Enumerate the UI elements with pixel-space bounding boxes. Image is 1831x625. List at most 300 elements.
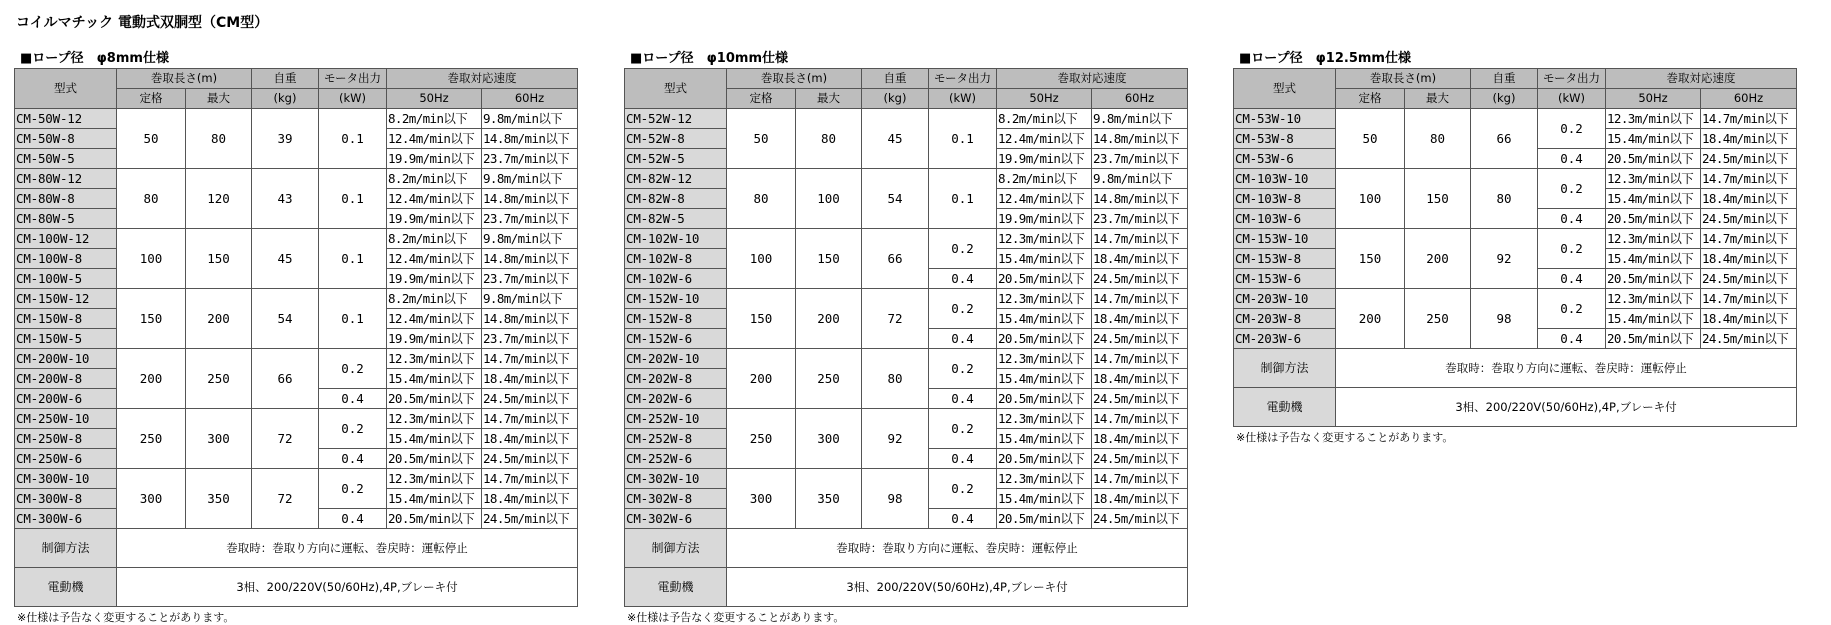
header-motor-unit: (kW): [929, 89, 997, 109]
model-cell: CM-300W-10: [15, 469, 117, 489]
header-weight: 自重: [862, 69, 929, 89]
rated-length-cell: 100: [117, 229, 186, 289]
max-length-cell: 200: [796, 289, 862, 349]
speed-50hz-cell: 12.4m/min以下: [387, 249, 482, 269]
speed-60hz-cell: 14.8m/min以下: [482, 129, 578, 149]
max-length-cell: 100: [796, 169, 862, 229]
model-cell: CM-102W-8: [625, 249, 727, 269]
max-length-cell: 80: [796, 109, 862, 169]
rated-length-cell: 50: [727, 109, 796, 169]
rated-length-cell: 80: [727, 169, 796, 229]
motor-output-cell: 0.4: [1538, 149, 1606, 169]
max-length-cell: 350: [796, 469, 862, 529]
motor-output-cell: 0.4: [1538, 209, 1606, 229]
weight-cell: 72: [252, 469, 319, 529]
model-cell: CM-250W-8: [15, 429, 117, 449]
model-cell: CM-153W-8: [1234, 249, 1336, 269]
header-motor-unit: (kW): [1538, 89, 1606, 109]
speed-60hz-cell: 23.7m/min以下: [482, 329, 578, 349]
motor-output-cell: 0.4: [1538, 329, 1606, 349]
electric-motor-value: 3相、200/220V(50/60Hz),4P,ブレーキ付: [727, 568, 1188, 607]
model-cell: CM-53W-8: [1234, 129, 1336, 149]
table-row: [625, 469, 1188, 489]
control-method-label: 制御方法: [15, 529, 117, 568]
speed-50hz-cell: 20.5m/min以下: [997, 509, 1092, 529]
speed-50hz-cell: 12.3m/min以下: [1606, 109, 1701, 129]
max-length-cell: 150: [1405, 169, 1471, 229]
model-cell: CM-152W-8: [625, 309, 727, 329]
table-row: [15, 229, 578, 249]
motor-output-cell: 0.1: [319, 289, 387, 349]
header-max: 最大: [186, 89, 252, 109]
model-cell: CM-102W-10: [625, 229, 727, 249]
model-cell: CM-250W-10: [15, 409, 117, 429]
speed-60hz-cell: 14.7m/min以下: [1701, 229, 1797, 249]
table-title: ■ロープ径 φ12.5mm仕様: [1239, 51, 1411, 66]
speed-60hz-cell: 18.4m/min以下: [482, 429, 578, 449]
max-length-cell: 200: [1405, 229, 1471, 289]
model-cell: CM-152W-6: [625, 329, 727, 349]
speed-50hz-cell: 8.2m/min以下: [997, 169, 1092, 189]
speed-60hz-cell: 14.7m/min以下: [1092, 229, 1188, 249]
table-row: [15, 349, 578, 369]
electric-motor-label: 電動機: [1234, 388, 1336, 427]
speed-60hz-cell: 18.4m/min以下: [482, 489, 578, 509]
motor-output-cell: 0.4: [929, 329, 997, 349]
speed-50hz-cell: 15.4m/min以下: [997, 249, 1092, 269]
speed-60hz-cell: 24.5m/min以下: [1701, 329, 1797, 349]
model-cell: CM-153W-6: [1234, 269, 1336, 289]
motor-output-cell: 0.2: [929, 349, 997, 389]
rated-length-cell: 250: [117, 409, 186, 469]
rated-length-cell: 150: [1336, 229, 1405, 289]
max-length-cell: 80: [1405, 109, 1471, 169]
spec-table: [624, 68, 1188, 607]
spec-note: ※仕様は予告なく変更することがあります。: [17, 611, 235, 624]
model-cell: CM-302W-8: [625, 489, 727, 509]
speed-50hz-cell: 8.2m/min以下: [997, 109, 1092, 129]
model-cell: CM-300W-8: [15, 489, 117, 509]
page-title: コイルマチック 電動式双胴型（CM型）: [16, 15, 269, 31]
motor-output-cell: 0.2: [1538, 289, 1606, 329]
electric-motor-row: [625, 568, 1188, 607]
speed-60hz-cell: 24.5m/min以下: [1701, 149, 1797, 169]
speed-50hz-cell: 12.3m/min以下: [387, 469, 482, 489]
rated-length-cell: 200: [117, 349, 186, 409]
max-length-cell: 150: [186, 229, 252, 289]
model-cell: CM-202W-10: [625, 349, 727, 369]
motor-output-cell: 0.2: [319, 469, 387, 509]
control-method-label: 制御方法: [1234, 349, 1336, 388]
spec-table: [14, 68, 578, 607]
motor-output-cell: 0.1: [319, 169, 387, 229]
weight-cell: 72: [252, 409, 319, 469]
model-cell: CM-302W-6: [625, 509, 727, 529]
header-max: 最大: [796, 89, 862, 109]
model-cell: CM-82W-8: [625, 189, 727, 209]
speed-50hz-cell: 20.5m/min以下: [387, 389, 482, 409]
speed-50hz-cell: 20.5m/min以下: [1606, 269, 1701, 289]
rated-length-cell: 150: [727, 289, 796, 349]
table-row: [15, 409, 578, 429]
speed-60hz-cell: 18.4m/min以下: [1092, 369, 1188, 389]
table-row: [1234, 169, 1797, 189]
table-row: [15, 169, 578, 189]
motor-output-cell: 0.1: [319, 229, 387, 289]
weight-cell: 80: [862, 349, 929, 409]
speed-50hz-cell: 19.9m/min以下: [997, 209, 1092, 229]
speed-60hz-cell: 23.7m/min以下: [482, 269, 578, 289]
weight-cell: 45: [862, 109, 929, 169]
header-60hz: 60Hz: [482, 89, 578, 109]
rated-length-cell: 100: [1336, 169, 1405, 229]
speed-60hz-cell: 18.4m/min以下: [482, 369, 578, 389]
header-speed: 巻取対応速度: [387, 69, 578, 89]
speed-60hz-cell: 14.7m/min以下: [482, 469, 578, 489]
motor-output-cell: 0.4: [929, 389, 997, 409]
control-method-value: 巻取時：巻取り方向に運転、巻戻時：運転停止: [117, 529, 578, 568]
speed-60hz-cell: 24.5m/min以下: [482, 389, 578, 409]
header-weight: 自重: [1471, 69, 1538, 89]
motor-output-cell: 0.1: [929, 109, 997, 169]
rated-length-cell: 250: [727, 409, 796, 469]
speed-60hz-cell: 14.7m/min以下: [1701, 289, 1797, 309]
model-cell: CM-102W-6: [625, 269, 727, 289]
model-cell: CM-250W-6: [15, 449, 117, 469]
speed-60hz-cell: 18.4m/min以下: [1701, 129, 1797, 149]
header-model: 型式: [625, 69, 727, 109]
speed-50hz-cell: 20.5m/min以下: [997, 269, 1092, 289]
header-60hz: 60Hz: [1092, 89, 1188, 109]
rated-length-cell: 200: [1336, 289, 1405, 349]
motor-output-cell: 0.1: [929, 169, 997, 229]
header-motor-unit: (kW): [319, 89, 387, 109]
speed-60hz-cell: 18.4m/min以下: [1701, 189, 1797, 209]
table-row: [1234, 229, 1797, 249]
speed-60hz-cell: 14.7m/min以下: [1092, 289, 1188, 309]
spec-block-12_5mm: [1233, 50, 1797, 445]
speed-50hz-cell: 8.2m/min以下: [387, 169, 482, 189]
weight-cell: 39: [252, 109, 319, 169]
weight-cell: 80: [1471, 169, 1538, 229]
table-row: [625, 109, 1188, 129]
speed-60hz-cell: 24.5m/min以下: [1092, 269, 1188, 289]
model-cell: CM-150W-12: [15, 289, 117, 309]
model-cell: CM-53W-6: [1234, 149, 1336, 169]
motor-output-cell: 0.4: [929, 449, 997, 469]
control-method-row: [625, 529, 1188, 568]
max-length-cell: 250: [186, 349, 252, 409]
max-length-cell: 350: [186, 469, 252, 529]
motor-output-cell: 0.2: [1538, 229, 1606, 269]
header-motor: モータ出力: [319, 69, 387, 89]
speed-50hz-cell: 12.3m/min以下: [997, 409, 1092, 429]
header-weight-unit: (kg): [1471, 89, 1538, 109]
header-speed: 巻取対応速度: [997, 69, 1188, 89]
speed-60hz-cell: 24.5m/min以下: [1092, 389, 1188, 409]
spec-block-10mm: [624, 50, 1188, 625]
speed-60hz-cell: 14.8m/min以下: [482, 189, 578, 209]
spec-block-8mm: [14, 50, 578, 625]
header-model: 型式: [15, 69, 117, 109]
weight-cell: 66: [252, 349, 319, 409]
rated-length-cell: 300: [117, 469, 186, 529]
speed-60hz-cell: 9.8m/min以下: [482, 109, 578, 129]
speed-60hz-cell: 14.8m/min以下: [482, 309, 578, 329]
spec-table: [1233, 68, 1797, 427]
motor-output-cell: 0.2: [319, 349, 387, 389]
motor-output-cell: 0.4: [929, 509, 997, 529]
motor-output-cell: 0.4: [319, 389, 387, 409]
speed-50hz-cell: 8.2m/min以下: [387, 109, 482, 129]
weight-cell: 92: [1471, 229, 1538, 289]
model-cell: CM-100W-8: [15, 249, 117, 269]
speed-50hz-cell: 12.3m/min以下: [997, 469, 1092, 489]
model-cell: CM-80W-8: [15, 189, 117, 209]
speed-50hz-cell: 12.3m/min以下: [997, 349, 1092, 369]
control-method-label: 制御方法: [625, 529, 727, 568]
header-motor: モータ出力: [1538, 69, 1606, 89]
speed-50hz-cell: 19.9m/min以下: [387, 329, 482, 349]
max-length-cell: 250: [1405, 289, 1471, 349]
max-length-cell: 250: [796, 349, 862, 409]
speed-60hz-cell: 23.7m/min以下: [1092, 209, 1188, 229]
rated-length-cell: 50: [1336, 109, 1405, 169]
speed-50hz-cell: 12.4m/min以下: [997, 189, 1092, 209]
speed-60hz-cell: 23.7m/min以下: [482, 209, 578, 229]
model-cell: CM-103W-10: [1234, 169, 1336, 189]
electric-motor-row: [1234, 388, 1797, 427]
speed-60hz-cell: 14.7m/min以下: [1701, 109, 1797, 129]
motor-output-cell: 0.4: [929, 269, 997, 289]
control-method-value: 巻取時：巻取り方向に運転、巻戻時：運転停止: [727, 529, 1188, 568]
control-method-row: [1234, 349, 1797, 388]
rated-length-cell: 200: [727, 349, 796, 409]
model-cell: CM-103W-8: [1234, 189, 1336, 209]
motor-output-cell: 0.2: [1538, 109, 1606, 149]
speed-60hz-cell: 18.4m/min以下: [1092, 249, 1188, 269]
header-max: 最大: [1405, 89, 1471, 109]
model-cell: CM-150W-5: [15, 329, 117, 349]
motor-output-cell: 0.1: [319, 109, 387, 169]
speed-50hz-cell: 20.5m/min以下: [387, 509, 482, 529]
speed-60hz-cell: 23.7m/min以下: [482, 149, 578, 169]
table-row: [1234, 109, 1797, 129]
speed-60hz-cell: 14.7m/min以下: [1092, 349, 1188, 369]
speed-50hz-cell: 12.3m/min以下: [1606, 169, 1701, 189]
weight-cell: 66: [1471, 109, 1538, 169]
table-title: ■ロープ径 φ8mm仕様: [20, 51, 169, 66]
speed-60hz-cell: 23.7m/min以下: [1092, 149, 1188, 169]
table-row: [625, 229, 1188, 249]
speed-60hz-cell: 14.8m/min以下: [1092, 189, 1188, 209]
header-speed: 巻取対応速度: [1606, 69, 1797, 89]
model-cell: CM-100W-5: [15, 269, 117, 289]
motor-output-cell: 0.2: [319, 409, 387, 449]
header-weight-unit: (kg): [252, 89, 319, 109]
header-50hz: 50Hz: [1606, 89, 1701, 109]
speed-60hz-cell: 18.4m/min以下: [1092, 309, 1188, 329]
model-cell: CM-82W-5: [625, 209, 727, 229]
control-method-row: [15, 529, 578, 568]
speed-60hz-cell: 24.5m/min以下: [1092, 329, 1188, 349]
speed-50hz-cell: 19.9m/min以下: [387, 209, 482, 229]
weight-cell: 98: [1471, 289, 1538, 349]
model-cell: CM-52W-12: [625, 109, 727, 129]
speed-50hz-cell: 12.3m/min以下: [387, 409, 482, 429]
speed-60hz-cell: 24.5m/min以下: [1701, 269, 1797, 289]
model-cell: CM-153W-10: [1234, 229, 1336, 249]
motor-output-cell: 0.2: [929, 409, 997, 449]
rated-length-cell: 300: [727, 469, 796, 529]
speed-50hz-cell: 12.4m/min以下: [387, 309, 482, 329]
motor-output-cell: 0.4: [319, 509, 387, 529]
table-row: [15, 109, 578, 129]
rated-length-cell: 80: [117, 169, 186, 229]
speed-60hz-cell: 24.5m/min以下: [482, 449, 578, 469]
speed-50hz-cell: 15.4m/min以下: [387, 369, 482, 389]
header-60hz: 60Hz: [1701, 89, 1797, 109]
motor-output-cell: 0.2: [929, 469, 997, 509]
table-row: [625, 349, 1188, 369]
model-cell: CM-82W-12: [625, 169, 727, 189]
speed-50hz-cell: 20.5m/min以下: [1606, 149, 1701, 169]
speed-60hz-cell: 14.7m/min以下: [1092, 469, 1188, 489]
model-cell: CM-52W-5: [625, 149, 727, 169]
model-cell: CM-200W-8: [15, 369, 117, 389]
speed-50hz-cell: 15.4m/min以下: [387, 489, 482, 509]
electric-motor-label: 電動機: [625, 568, 727, 607]
speed-60hz-cell: 14.7m/min以下: [482, 409, 578, 429]
header-rated: 定格: [117, 89, 186, 109]
model-cell: CM-203W-8: [1234, 309, 1336, 329]
rated-length-cell: 100: [727, 229, 796, 289]
speed-50hz-cell: 8.2m/min以下: [387, 229, 482, 249]
table-row: [625, 169, 1188, 189]
speed-60hz-cell: 24.5m/min以下: [1701, 209, 1797, 229]
speed-50hz-cell: 15.4m/min以下: [1606, 249, 1701, 269]
model-cell: CM-202W-6: [625, 389, 727, 409]
weight-cell: 92: [862, 409, 929, 469]
spec-note: ※仕様は予告なく変更することがあります。: [627, 611, 845, 624]
weight-cell: 98: [862, 469, 929, 529]
weight-cell: 72: [862, 289, 929, 349]
speed-60hz-cell: 18.4m/min以下: [1701, 249, 1797, 269]
header-rated: 定格: [1336, 89, 1405, 109]
speed-60hz-cell: 18.4m/min以下: [1701, 309, 1797, 329]
speed-50hz-cell: 19.9m/min以下: [997, 149, 1092, 169]
speed-50hz-cell: 12.4m/min以下: [387, 129, 482, 149]
model-cell: CM-200W-6: [15, 389, 117, 409]
motor-output-cell: 0.4: [319, 449, 387, 469]
max-length-cell: 200: [186, 289, 252, 349]
speed-50hz-cell: 15.4m/min以下: [997, 489, 1092, 509]
max-length-cell: 80: [186, 109, 252, 169]
header-50hz: 50Hz: [387, 89, 482, 109]
header-model: 型式: [1234, 69, 1336, 109]
spec-note: ※仕様は予告なく変更することがあります。: [1236, 431, 1454, 444]
speed-60hz-cell: 14.7m/min以下: [1701, 169, 1797, 189]
header-weight-unit: (kg): [862, 89, 929, 109]
header-rated: 定格: [727, 89, 796, 109]
speed-50hz-cell: 19.9m/min以下: [387, 269, 482, 289]
max-length-cell: 120: [186, 169, 252, 229]
weight-cell: 45: [252, 229, 319, 289]
speed-50hz-cell: 12.3m/min以下: [387, 349, 482, 369]
speed-50hz-cell: 12.4m/min以下: [387, 189, 482, 209]
model-cell: CM-300W-6: [15, 509, 117, 529]
speed-50hz-cell: 20.5m/min以下: [387, 449, 482, 469]
speed-50hz-cell: 20.5m/min以下: [997, 329, 1092, 349]
model-cell: CM-252W-10: [625, 409, 727, 429]
speed-60hz-cell: 24.5m/min以下: [1092, 509, 1188, 529]
speed-50hz-cell: 15.4m/min以下: [1606, 189, 1701, 209]
model-cell: CM-203W-6: [1234, 329, 1336, 349]
speed-60hz-cell: 14.8m/min以下: [482, 249, 578, 269]
speed-50hz-cell: 12.3m/min以下: [997, 289, 1092, 309]
model-cell: CM-203W-10: [1234, 289, 1336, 309]
speed-50hz-cell: 15.4m/min以下: [1606, 129, 1701, 149]
speed-50hz-cell: 15.4m/min以下: [997, 309, 1092, 329]
electric-motor-label: 電動機: [15, 568, 117, 607]
weight-cell: 43: [252, 169, 319, 229]
max-length-cell: 300: [186, 409, 252, 469]
weight-cell: 54: [252, 289, 319, 349]
speed-60hz-cell: 24.5m/min以下: [482, 509, 578, 529]
model-cell: CM-80W-5: [15, 209, 117, 229]
speed-60hz-cell: 18.4m/min以下: [1092, 489, 1188, 509]
speed-50hz-cell: 8.2m/min以下: [387, 289, 482, 309]
table-row: [1234, 289, 1797, 309]
table-row: [625, 409, 1188, 429]
speed-60hz-cell: 24.5m/min以下: [1092, 449, 1188, 469]
speed-50hz-cell: 12.3m/min以下: [1606, 229, 1701, 249]
speed-50hz-cell: 20.5m/min以下: [1606, 329, 1701, 349]
model-cell: CM-103W-6: [1234, 209, 1336, 229]
weight-cell: 66: [862, 229, 929, 289]
speed-50hz-cell: 15.4m/min以下: [997, 429, 1092, 449]
model-cell: CM-252W-6: [625, 449, 727, 469]
model-cell: CM-50W-5: [15, 149, 117, 169]
table-title: ■ロープ径 φ10mm仕様: [630, 51, 788, 66]
model-cell: CM-52W-8: [625, 129, 727, 149]
table-row: [15, 289, 578, 309]
header-weight: 自重: [252, 69, 319, 89]
speed-50hz-cell: 12.3m/min以下: [997, 229, 1092, 249]
max-length-cell: 150: [796, 229, 862, 289]
model-cell: CM-80W-12: [15, 169, 117, 189]
speed-60hz-cell: 9.8m/min以下: [1092, 109, 1188, 129]
model-cell: CM-100W-12: [15, 229, 117, 249]
speed-60hz-cell: 14.7m/min以下: [482, 349, 578, 369]
speed-50hz-cell: 20.5m/min以下: [997, 389, 1092, 409]
speed-60hz-cell: 9.8m/min以下: [482, 289, 578, 309]
speed-50hz-cell: 15.4m/min以下: [387, 429, 482, 449]
speed-60hz-cell: 18.4m/min以下: [1092, 429, 1188, 449]
model-cell: CM-150W-8: [15, 309, 117, 329]
header-winding-length: 巻取長さ(m): [1336, 69, 1471, 89]
electric-motor-value: 3相、200/220V(50/60Hz),4P,ブレーキ付: [117, 568, 578, 607]
speed-60hz-cell: 9.8m/min以下: [482, 229, 578, 249]
speed-60hz-cell: 9.8m/min以下: [482, 169, 578, 189]
speed-50hz-cell: 12.3m/min以下: [1606, 289, 1701, 309]
electric-motor-row: [15, 568, 578, 607]
motor-output-cell: 0.2: [929, 229, 997, 269]
speed-50hz-cell: 19.9m/min以下: [387, 149, 482, 169]
header-motor: モータ出力: [929, 69, 997, 89]
header-winding-length: 巻取長さ(m): [117, 69, 252, 89]
speed-60hz-cell: 14.7m/min以下: [1092, 409, 1188, 429]
